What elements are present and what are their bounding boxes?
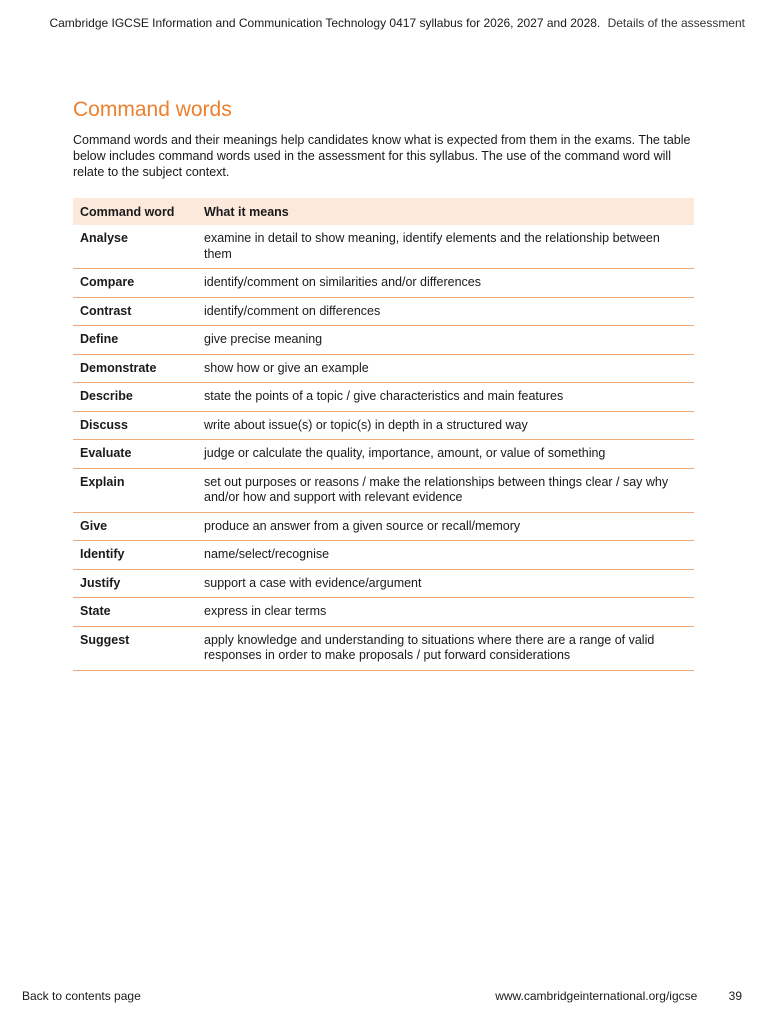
command-words-table	[73, 198, 694, 671]
table-row	[73, 626, 694, 670]
meaning-cell: state the points of a topic / give characteristics and main features	[197, 383, 694, 412]
command-word-cell: Evaluate	[73, 440, 197, 469]
main-content	[73, 96, 694, 671]
meaning-cell: identify/comment on differences	[197, 297, 694, 326]
page-number: 39	[728, 989, 742, 1003]
intro-paragraph: Command words and their meanings help candidates know what is expected from them in the exams. The table below includes command words used in the assessment for this syllabus. The use of the command word will relate to the subject context.	[73, 133, 691, 179]
meaning-cell: set out purposes or reasons / make the relationships between things clear / say why and/or how and support with relevant evidence	[197, 468, 694, 512]
command-word-cell: Explain	[73, 468, 197, 512]
running-header	[49, 16, 745, 30]
table-row	[73, 269, 694, 298]
meaning-cell: give precise meaning	[197, 326, 694, 355]
command-word-cell: Analyse	[73, 225, 197, 269]
column-header-command-word: Command word	[73, 198, 197, 225]
command-word-cell: Compare	[73, 269, 197, 298]
command-word-cell: State	[73, 598, 197, 627]
table-row	[73, 225, 694, 269]
command-word-cell: Contrast	[73, 297, 197, 326]
table-row	[73, 354, 694, 383]
table-row	[73, 326, 694, 355]
meaning-cell: write about issue(s) or topic(s) in depth in a structured way	[197, 411, 694, 440]
header-title: Cambridge IGCSE Information and Communication Technology 0417 syllabus for 2026, 2027 and 2028.	[49, 16, 601, 30]
back-to-contents-link[interactable]: Back to contents page	[22, 989, 141, 1003]
table-row	[73, 541, 694, 570]
table-row	[73, 297, 694, 326]
meaning-cell: identify/comment on similarities and/or differences	[197, 269, 694, 298]
meaning-cell: express in clear terms	[197, 598, 694, 627]
command-word-cell: Demonstrate	[73, 354, 197, 383]
header-section: Details of the assessment	[607, 16, 745, 30]
meaning-cell: support a case with evidence/argument	[197, 569, 694, 598]
meaning-cell: examine in detail to show meaning, identify elements and the relationship between them	[197, 225, 694, 269]
table-row	[73, 569, 694, 598]
command-word-cell: Give	[73, 512, 197, 541]
command-word-cell: Identify	[73, 541, 197, 570]
meaning-cell: show how or give an example	[197, 354, 694, 383]
meaning-cell: produce an answer from a given source or recall/memory	[197, 512, 694, 541]
table-row	[73, 598, 694, 627]
table-row	[73, 411, 694, 440]
command-word-cell: Define	[73, 326, 197, 355]
table-row	[73, 440, 694, 469]
command-word-cell: Justify	[73, 569, 197, 598]
page-title: Command words	[73, 98, 232, 121]
table-header-row	[73, 198, 694, 225]
meaning-cell: judge or calculate the quality, importance, amount, or value of something	[197, 440, 694, 469]
table-row	[73, 512, 694, 541]
footer-right	[495, 989, 742, 1003]
website-link[interactable]: www.cambridgeinternational.org/igcse	[495, 989, 698, 1003]
column-header-meaning: What it means	[197, 198, 694, 225]
command-word-cell: Describe	[73, 383, 197, 412]
meaning-cell: apply knowledge and understanding to situations where there are a range of valid responses in order to make proposals / put forward considerations	[197, 626, 694, 670]
command-word-cell: Suggest	[73, 626, 197, 670]
command-word-cell: Discuss	[73, 411, 197, 440]
table-row	[73, 383, 694, 412]
meaning-cell: name/select/recognise	[197, 541, 694, 570]
table-row	[73, 468, 694, 512]
